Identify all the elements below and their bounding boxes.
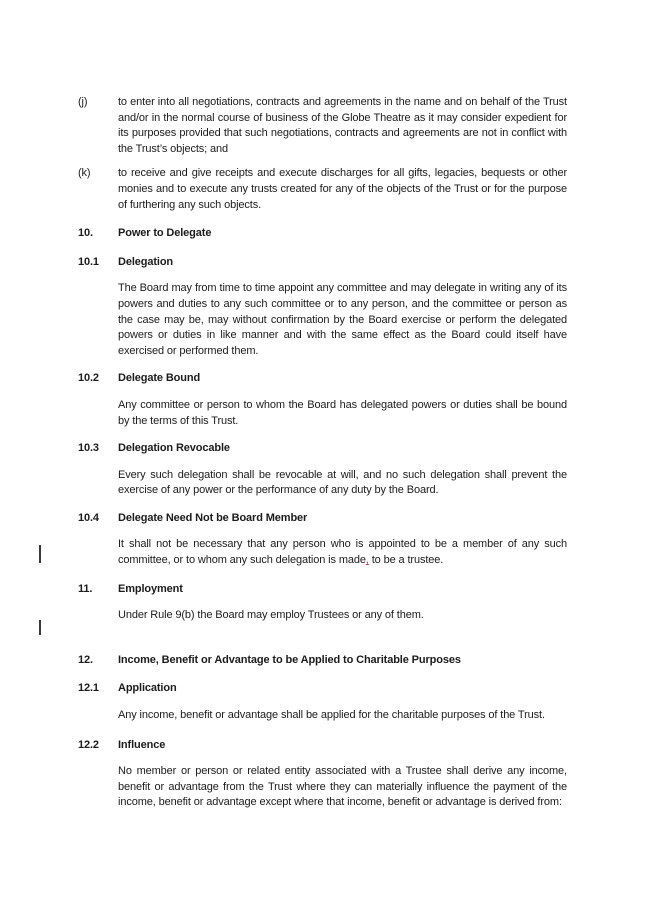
section-12-2-body xyxy=(78,764,567,811)
section-10-4-heading xyxy=(78,511,567,527)
clause-body: to enter into all negotiations, contracts and agreements in the name and on behalf of the Trust and/or in the normal course of business of the Globe Theatre as it may consider expedient for its purposes provided that such negotiations, contracts and agreements are not in conflict with the Trust’s objects; and xyxy=(118,96,567,155)
section-11-heading xyxy=(78,582,567,598)
clause-body-text: to be a trustee. xyxy=(368,554,444,567)
clause-k xyxy=(78,166,567,213)
section-number: 10.3 xyxy=(78,442,99,455)
section-12-1-heading xyxy=(78,681,567,697)
indent-spacer xyxy=(78,764,118,811)
document-content xyxy=(78,95,567,811)
clause-body: The Board may from time to time appoint any committee and may delegate in writing any of its powers and duties to any such committee or to any person, and the committee or person as the case may be, may without confirmation by the Board exercise or perform the delegated powers or duties in like manner and with the same effect as the Board could itself have exercised or performed them. xyxy=(118,282,567,357)
section-10-2-heading xyxy=(78,371,567,387)
section-title: Application xyxy=(118,682,177,695)
revision-change-bar xyxy=(39,545,41,563)
section-10-heading xyxy=(78,226,567,242)
section-title: Delegation xyxy=(118,255,174,268)
clause-body: Any income, benefit or advantage shall be applied for the charitable purposes of the Trust. xyxy=(118,709,545,722)
clause-number: (j) xyxy=(78,96,88,108)
section-10-2-body xyxy=(78,398,567,429)
clause-j xyxy=(78,95,567,157)
indent-spacer xyxy=(78,708,118,724)
clause-body-text: It shall not be necessary that any person who is appointed to be a member of any such committee, or to whom any such delegation is made xyxy=(118,538,567,567)
section-title: Delegate Need Not be Board Member xyxy=(118,511,308,524)
section-10-3-heading xyxy=(78,441,567,457)
section-number: 10.4 xyxy=(78,511,99,524)
clause-body: Under Rule 9(b) the Board may employ Trustees or any of them. xyxy=(118,609,424,622)
section-title: Influence xyxy=(118,738,166,751)
section-number: 10.1 xyxy=(78,255,99,268)
section-12-2-heading xyxy=(78,738,567,754)
section-number: 10. xyxy=(78,227,93,240)
section-title: Power to Delegate xyxy=(118,227,212,240)
section-10-4-body xyxy=(78,537,567,568)
section-10-1-heading xyxy=(78,255,567,271)
tracked-change-inserted-comma: , xyxy=(365,554,369,567)
section-title: Income, Benefit or Advantage to be Applied to Charitable Purposes xyxy=(118,653,461,666)
clause-body: No member or person or related entity associated with a Trustee shall derive any income, benefit or advantage from the Trust where they can materially influence the payment of the income, benefit or advantage except where that income, benefit or advantage is derived from: xyxy=(118,765,567,809)
section-number: 12. xyxy=(78,653,93,666)
section-11-body xyxy=(78,608,567,624)
section-title: Delegate Bound xyxy=(118,372,201,385)
section-10-3-body xyxy=(78,468,567,499)
section-12-heading xyxy=(78,653,567,669)
clause-body xyxy=(118,537,567,568)
section-title: Delegation Revocable xyxy=(118,442,230,455)
indent-spacer xyxy=(78,608,118,624)
indent-spacer xyxy=(78,468,118,499)
section-title: Employment xyxy=(118,582,183,595)
clause-number: (k) xyxy=(78,167,91,180)
clause-body: Any committee or person to whom the Board has delegated powers or duties shall be bound by the terms of this Trust. xyxy=(118,398,567,427)
section-number: 12.1 xyxy=(78,682,99,695)
indent-spacer xyxy=(78,398,118,429)
clause-body: to receive and give receipts and execute discharges for all gifts, legacies, bequests or other monies and to execute any trusts created for any of the objects of the Trust or for the purpose of furthering any such objects. xyxy=(118,167,567,211)
revision-change-bar xyxy=(39,620,41,635)
section-number: 10.2 xyxy=(78,372,99,385)
section-12-1-body xyxy=(78,708,567,724)
section-number: 11. xyxy=(78,582,93,595)
indent-spacer xyxy=(78,281,118,359)
section-10-1-body xyxy=(78,281,567,359)
clause-body: Every such delegation shall be revocable at will, and no such delegation shall prevent the exercise of any power or the performance of any duty by the Board. xyxy=(118,468,567,497)
section-number: 12.2 xyxy=(78,738,99,751)
indent-spacer xyxy=(78,537,118,568)
